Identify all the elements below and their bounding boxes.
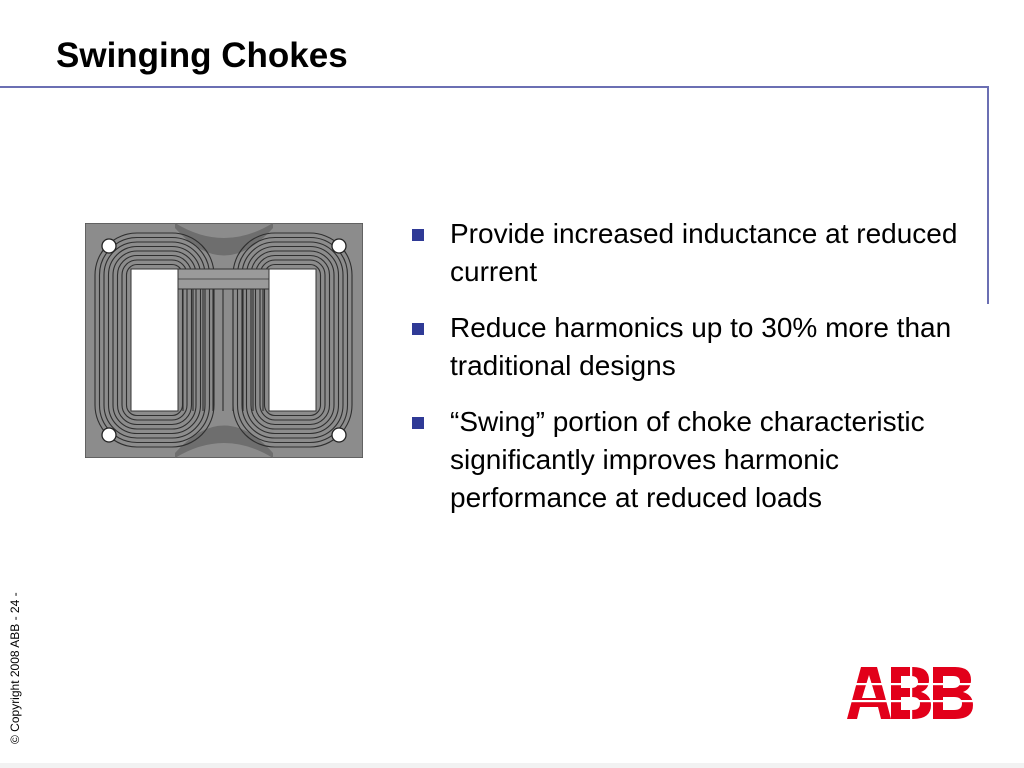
bullet-item <box>412 309 972 385</box>
copyright-note: © Copyright 2008 ABB - 24 - <box>8 592 22 744</box>
side-rule <box>987 86 989 304</box>
bullet-item <box>412 215 972 291</box>
choke-core-flux-diagram <box>85 223 363 458</box>
square-bullet-icon <box>412 323 424 335</box>
bullet-text: “Swing” portion of choke characteristic significantly improves harmonic performance at reduced loads <box>450 406 925 513</box>
header-rule <box>0 86 989 88</box>
bullet-text: Provide increased inductance at reduced current <box>450 218 958 287</box>
bullet-item <box>412 403 972 517</box>
square-bullet-icon <box>412 229 424 241</box>
footer-strip <box>0 763 1024 768</box>
square-bullet-icon <box>412 417 424 429</box>
bullet-text: Reduce harmonics up to 30% more than traditional designs <box>450 312 952 381</box>
slide-title: Swinging Chokes <box>56 36 348 75</box>
bullet-list <box>412 215 972 535</box>
abb-logo <box>847 667 975 719</box>
